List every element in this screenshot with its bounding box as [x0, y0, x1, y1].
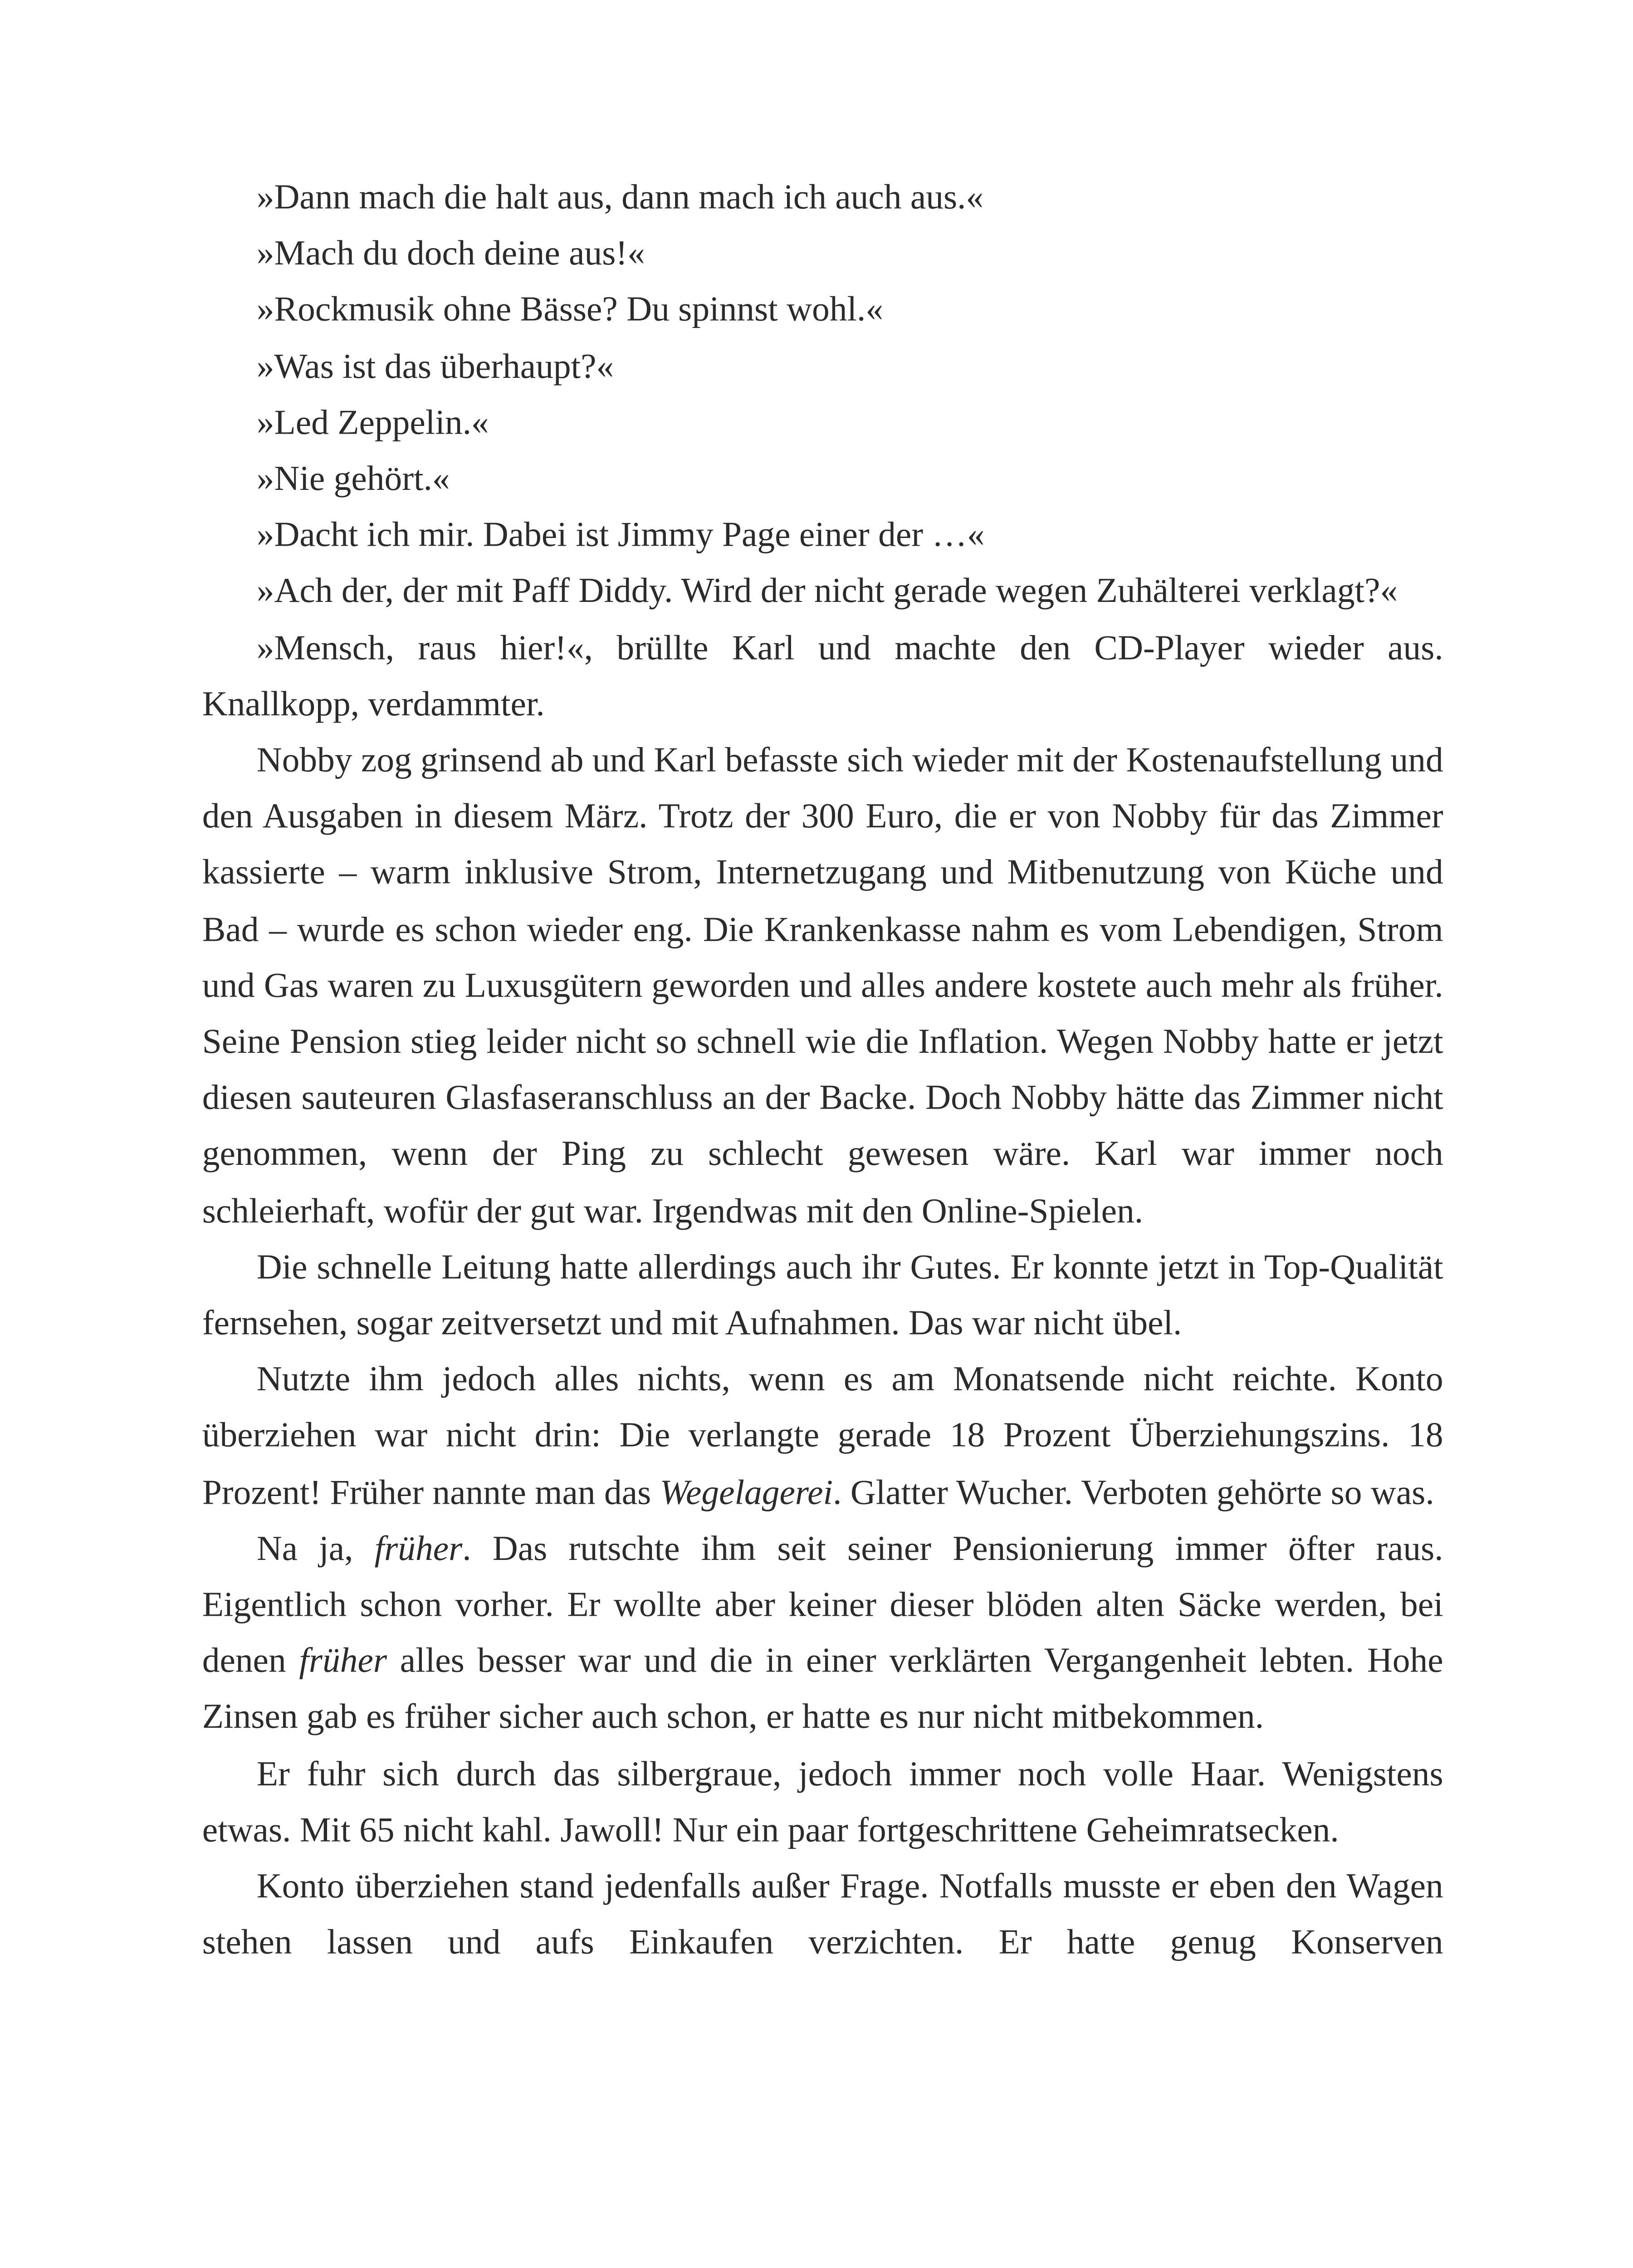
text-run: . Das rutschte ihm seit seiner Pensionierung immer öfter raus. Eigentlich schon vorher. Er wollte aber keiner dieser blöden alten Säcke werden, bei denen — [202, 1528, 1443, 1680]
emphasized-text: Wegelagerei — [660, 1472, 833, 1511]
text-run: »Ach der, der mit Paff Diddy. Wird der nicht gerade wegen Zuhälterei verklagt?« — [256, 571, 1398, 611]
text-run: Er fuhr sich durch das silbergraue, jedoch immer noch volle Haar. Wenigstens etwas. Mit 65 nicht kahl. Jawoll! Nur ein paar fortgeschrittene Geheimratsecken. — [202, 1754, 1443, 1849]
paragraph — [202, 226, 1443, 282]
paragraph — [202, 507, 1443, 563]
text-run: Die schnelle Leitung hatte allerdings auch ihr Gutes. Er konnte jetzt in Top-Qualität fernsehen, sogar zeitversetzt und mit Aufnahmen. Das war nicht übel. — [202, 1247, 1443, 1343]
body-text — [202, 170, 1443, 1971]
paragraph — [202, 395, 1443, 451]
emphasized-text: früher — [374, 1528, 463, 1568]
text-run: »Dacht ich mir. Dabei ist Jimmy Page einer der …« — [256, 515, 985, 554]
text-run: »Mach du doch deine aus!« — [256, 233, 645, 273]
text-run: »Nie gehört.« — [256, 459, 450, 498]
text-run: »Led Zeppelin.« — [256, 402, 489, 442]
paragraph — [202, 451, 1443, 507]
page-number — [0, 2263, 1633, 2268]
text-run: Nobby zog grinsend ab und Karl befasste sich wieder mit der Kostenaufstellung und den Ausgaben in diesem März. Trotz der 300 Euro, die er von Nobby für das Zimmer kassierte – warm inklusive Strom, Internetzugang und Mitbenutzung von Küche und Bad – wurde es schon wieder eng. Die Krankenkasse nahm es vom Lebendigen, Strom und Gas waren zu Luxusgütern geworden und alles andere kostete auch mehr als früher. Seine Pension stieg leider nicht so schnell wie die Inflation. Wegen Nobby hatte er jetzt diesen sauteuren Glasfaseranschluss an der Backe. Doch Nobby hätte das Zimmer nicht genommen, wenn der Ping zu schlecht gewesen wäre. Karl war immer noch schleierhaft, wofür der gut war. Irgendwas mit den Online-Spielen. — [202, 740, 1443, 1230]
paragraph — [202, 1858, 1443, 1971]
text-run: »Rockmusik ohne Bässe? Du spinnst wohl.« — [256, 290, 884, 329]
paragraph — [202, 1239, 1443, 1352]
text-run: alles besser war und die in einer verklärten Vergangenheit lebten. Hohe Zinsen gab es früher sicher auch schon, er hatte es nur nicht mitbekommen. — [202, 1641, 1443, 1736]
paragraph — [202, 170, 1443, 226]
paragraph — [202, 1352, 1443, 1520]
text-run: Na ja, — [256, 1528, 375, 1568]
text-run: Konto überziehen stand jedenfalls außer Frage. Notfalls musste er eben den Wagen stehen lassen und aufs Einkaufen verzichten. Er hatte genug Konserven — [202, 1866, 1443, 1962]
text-run: »Was ist das überhaupt?« — [256, 346, 614, 385]
text-run: . Glatter Wucher. Verboten gehörte so was. — [833, 1472, 1434, 1511]
paragraph — [202, 338, 1443, 395]
paragraph — [202, 282, 1443, 338]
paragraph — [202, 1746, 1443, 1858]
text-run: »Mensch, raus hier!«, brüllte Karl und machte den CD-Player wieder aus. Knallkopp, verdammter. — [202, 627, 1443, 723]
paragraph — [202, 564, 1443, 620]
paragraph — [202, 620, 1443, 733]
paragraph — [202, 733, 1443, 1239]
text-run: Nutzte ihm jedoch alles nichts, wenn es am Monatsende nicht reichte. Konto überziehen war nicht drin: Die verlangte gerade 18 Prozent Überziehungszins. 18 Prozent! Früher nannte man das — [202, 1359, 1443, 1511]
emphasized-text: früher — [299, 1641, 387, 1680]
text-run: »Dann mach die halt aus, dann mach ich auch aus.« — [256, 177, 984, 216]
paragraph — [202, 1521, 1443, 1746]
